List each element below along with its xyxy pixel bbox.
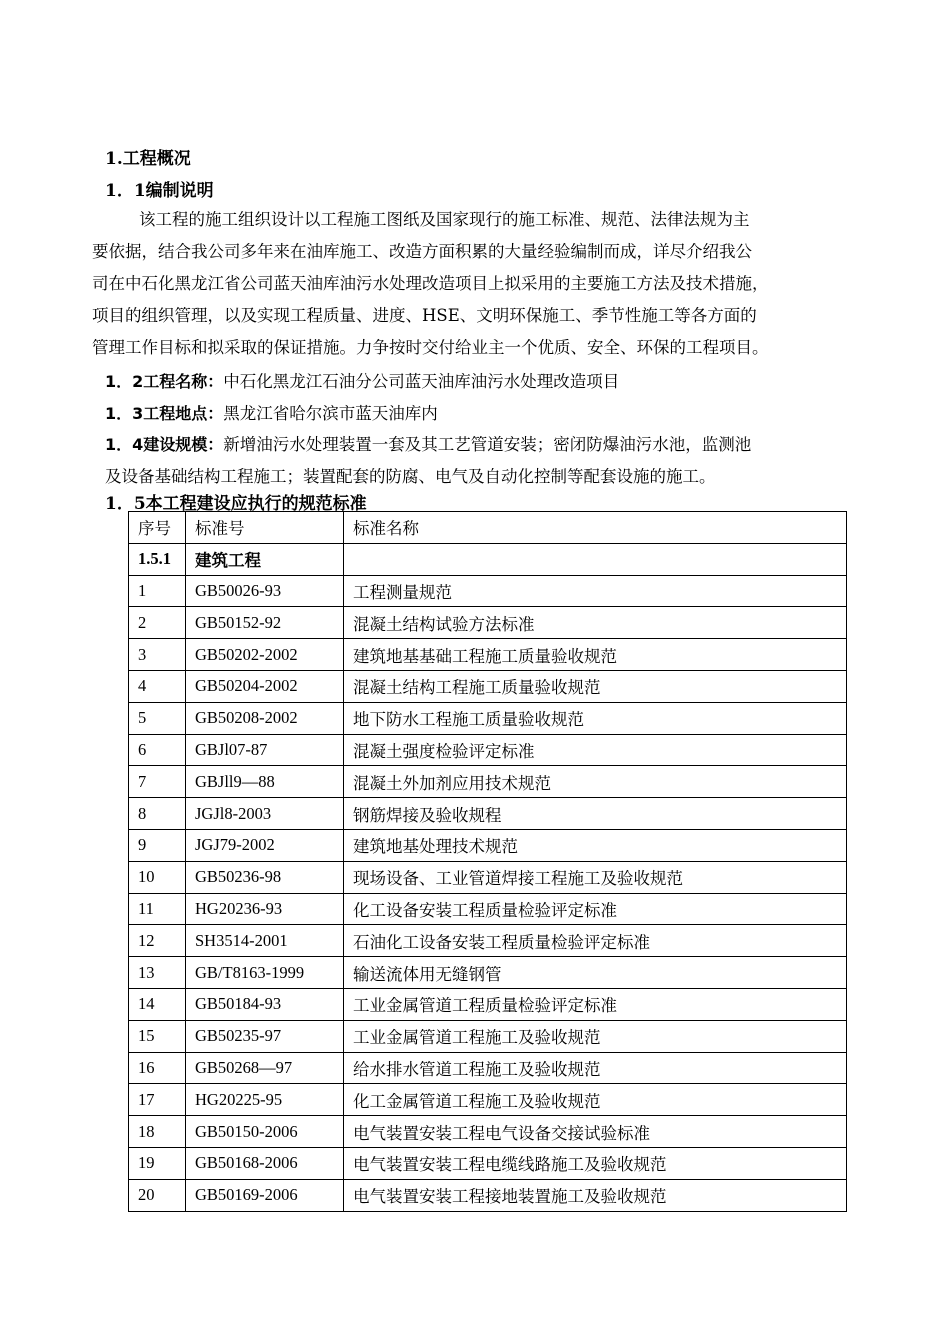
table-row xyxy=(129,1084,847,1116)
row-code: GB50204-2002 xyxy=(186,670,344,702)
row-name: 建筑地基处理技术规范 xyxy=(344,829,847,861)
table-row xyxy=(129,607,847,639)
row-code: GB50202-2002 xyxy=(186,639,344,671)
row-no: 3 xyxy=(129,639,186,671)
row-no: 2 xyxy=(129,607,186,639)
table-header-row xyxy=(129,512,847,544)
row-no: 20 xyxy=(129,1179,186,1211)
row-name: 混凝土结构试验方法标准 xyxy=(344,607,847,639)
row-no: 9 xyxy=(129,829,186,861)
table-row xyxy=(129,829,847,861)
row-code: GBJll9—88 xyxy=(186,766,344,798)
project-name-label: 1．2工程名称： xyxy=(105,372,224,391)
row-code: JGJ79-2002 xyxy=(186,829,344,861)
construction-scale-value: 新增油污水处理装置一套及其工艺管道安装；密闭防爆油污水池，监测池 xyxy=(223,435,752,454)
row-code: GB50184-93 xyxy=(186,988,344,1020)
row-code: GB50236-98 xyxy=(186,861,344,893)
paragraph-line: 该工程的施工组织设计以工程施工图纸及国家现行的施工标准、规范、法律法规为主 xyxy=(139,210,750,229)
row-no: 13 xyxy=(129,957,186,989)
row-no: 18 xyxy=(129,1116,186,1148)
header-code: 标准号 xyxy=(186,512,344,544)
project-name-field xyxy=(105,368,619,392)
row-no: 14 xyxy=(129,988,186,1020)
row-name: 电气装置安装工程接地装置施工及验收规范 xyxy=(344,1179,847,1211)
standards-table xyxy=(128,511,847,1212)
row-no: 10 xyxy=(129,861,186,893)
row-name: 石油化工设备安装工程质量检验评定标准 xyxy=(344,925,847,957)
table-row xyxy=(129,670,847,702)
table-row xyxy=(129,1147,847,1179)
row-no: 5 xyxy=(129,702,186,734)
section-1-1-title: 1．1编制说明 xyxy=(105,181,214,201)
row-no: 7 xyxy=(129,766,186,798)
construction-scale-continuation: 及设备基础结构工程施工；装置配套的防腐、电气及自动化控制等配套设施的施工。 xyxy=(105,467,716,486)
row-no: 19 xyxy=(129,1147,186,1179)
row-name: 化工金属管道工程施工及验收规范 xyxy=(344,1084,847,1116)
table-row xyxy=(129,639,847,671)
row-name: 混凝土结构工程施工质量验收规范 xyxy=(344,670,847,702)
table-row xyxy=(129,1179,847,1211)
project-location-value: 黑龙江省哈尔滨市蓝天油库内 xyxy=(223,404,438,423)
table-row xyxy=(129,957,847,989)
row-code: JGJl8-2003 xyxy=(186,798,344,830)
table-row xyxy=(129,734,847,766)
row-code: GB50235-97 xyxy=(186,1020,344,1052)
row-code: GB50169-2006 xyxy=(186,1179,344,1211)
row-code: HG20236-93 xyxy=(186,893,344,925)
row-code: GB50168-2006 xyxy=(186,1147,344,1179)
row-code: GBJl07-87 xyxy=(186,734,344,766)
row-name: 电气装置安装工程电气设备交接试验标准 xyxy=(344,1116,847,1148)
project-location-label: 1．3工程地点： xyxy=(105,404,224,423)
table-row xyxy=(129,893,847,925)
project-name-value: 中石化黑龙江石油分公司蓝天油库油污水处理改造项目 xyxy=(223,372,620,391)
row-name: 电气装置安装工程电缆线路施工及验收规范 xyxy=(344,1147,847,1179)
row-no: 16 xyxy=(129,1052,186,1084)
row-name: 化工设备安装工程质量检验评定标准 xyxy=(344,893,847,925)
description-paragraph xyxy=(92,204,862,364)
row-code: GB/T8163-1999 xyxy=(186,957,344,989)
row-code: GB50152-92 xyxy=(186,607,344,639)
row-name: 现场设备、工业管道焊接工程施工及验收规范 xyxy=(344,861,847,893)
row-code: GB50026-93 xyxy=(186,575,344,607)
row-no: 12 xyxy=(129,925,186,957)
table-row xyxy=(129,702,847,734)
row-name: 混凝土强度检验评定标准 xyxy=(344,734,847,766)
table-row xyxy=(129,925,847,957)
table-row xyxy=(129,1020,847,1052)
group-name: 建筑工程 xyxy=(186,543,344,575)
table-row xyxy=(129,766,847,798)
row-name: 地下防水工程施工质量验收规范 xyxy=(344,702,847,734)
heading-1: 1.工程概况 xyxy=(105,149,191,169)
construction-scale-field xyxy=(105,431,751,455)
row-name: 混凝土外加剂应用技术规范 xyxy=(344,766,847,798)
row-name: 输送流体用无缝钢管 xyxy=(344,957,847,989)
row-no: 15 xyxy=(129,1020,186,1052)
row-name: 钢筋焊接及验收规程 xyxy=(344,798,847,830)
header-name: 标准名称 xyxy=(344,512,847,544)
row-name: 工程测量规范 xyxy=(344,575,847,607)
row-name: 给水排水管道工程施工及验收规范 xyxy=(344,1052,847,1084)
table-group-row xyxy=(129,543,847,575)
row-no: 4 xyxy=(129,670,186,702)
construction-scale-label: 1．4建设规模： xyxy=(105,435,224,454)
paragraph-line: 司在中石化黑龙江省公司蓝天油库油污水处理改造项目上拟采用的主要施工方法及技术措施， xyxy=(92,274,769,293)
paragraph-line: 要依据，结合我公司多年来在油库施工、改造方面积累的大量经验编制而成，详尽介绍我公 xyxy=(92,242,752,261)
row-code: SH3514-2001 xyxy=(186,925,344,957)
row-code: HG20225-95 xyxy=(186,1084,344,1116)
table-row xyxy=(129,798,847,830)
row-name: 工业金属管道工程质量检验评定标准 xyxy=(344,988,847,1020)
project-location-field xyxy=(105,400,438,424)
section-1-5-title: 1．5本工程建设应执行的规范标准 xyxy=(105,494,367,514)
paragraph-line: 项目的组织管理，以及实现工程质量、进度、HSE、文明环保施工、季节性施工等各方面的 xyxy=(92,306,757,325)
row-name: 建筑地基基础工程施工质量验收规范 xyxy=(344,639,847,671)
row-no: 11 xyxy=(129,893,186,925)
row-name: 工业金属管道工程施工及验收规范 xyxy=(344,1020,847,1052)
group-no: 1.5.1 xyxy=(129,543,186,575)
table-row xyxy=(129,1116,847,1148)
group-empty-cell xyxy=(344,543,847,575)
header-no: 序号 xyxy=(129,512,186,544)
table-row xyxy=(129,988,847,1020)
paragraph-line: 管理工作目标和拟采取的保证措施。力争按时交付给业主一个优质、安全、环保的工程项目。 xyxy=(92,338,769,357)
row-no: 8 xyxy=(129,798,186,830)
row-no: 17 xyxy=(129,1084,186,1116)
row-no: 6 xyxy=(129,734,186,766)
row-code: GB50208-2002 xyxy=(186,702,344,734)
table-row xyxy=(129,861,847,893)
table-row xyxy=(129,575,847,607)
row-no: 1 xyxy=(129,575,186,607)
table-row xyxy=(129,1052,847,1084)
row-code: GB50268—97 xyxy=(186,1052,344,1084)
row-code: GB50150-2006 xyxy=(186,1116,344,1148)
